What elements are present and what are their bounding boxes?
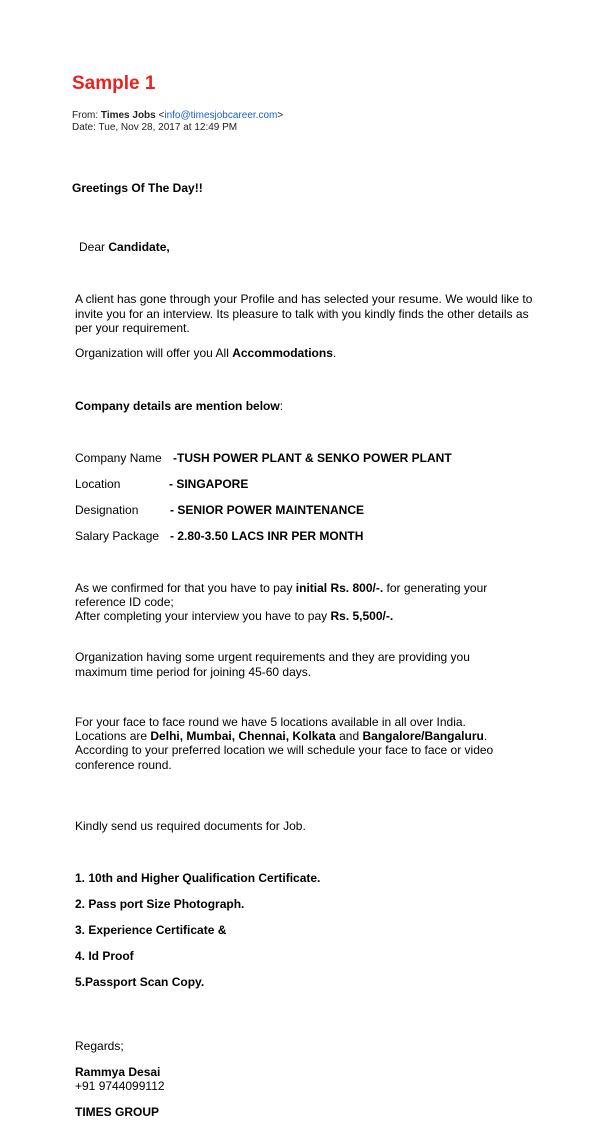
regards: Regards; xyxy=(75,1039,124,1053)
from-label: From: xyxy=(72,110,99,121)
document-item: 3. Experience Certificate & xyxy=(75,923,227,937)
company-heading-text: Company details are mention below xyxy=(75,399,280,413)
detail-value: -TUSH POWER PLANT & SENKO POWER PLANT xyxy=(173,451,452,465)
document-item: 4. Id Proof xyxy=(75,949,134,963)
detail-label: Salary Package xyxy=(75,529,160,543)
payment-line-2: reference ID code; xyxy=(75,595,174,609)
payment-line-1 xyxy=(75,581,487,595)
sample-title: Sample 1 xyxy=(72,73,156,94)
signature-company: TIMES GROUP xyxy=(75,1105,160,1119)
locations-cities: Delhi, Mumbai, Chennai, Kolkata xyxy=(150,729,336,743)
date-label: Date: xyxy=(72,122,96,133)
payment-after-prefix: After completing your interview you have to pay xyxy=(75,609,328,623)
payment-initial-amount: initial Rs. 800/-. xyxy=(295,581,384,595)
locations-and: and xyxy=(339,729,360,743)
company-heading-colon: : xyxy=(279,399,284,413)
documents-intro: Kindly send us required documents for Job. xyxy=(75,819,306,833)
document-item: 1. 10th and Higher Qualification Certificate. xyxy=(75,871,321,885)
from-name: Times Jobs xyxy=(100,110,156,121)
locations-line-3: According to your preferred location we will schedule your face to face or video conference round. xyxy=(75,743,494,772)
payment-suffix: for generating your xyxy=(386,581,488,595)
offer-line xyxy=(75,346,336,360)
salutation-name: Candidate, xyxy=(108,240,170,254)
locations-period: . xyxy=(483,729,488,743)
offer-prefix: Organization will offer you All xyxy=(75,346,229,360)
detail-value: - SENIOR POWER MAINTENANCE xyxy=(170,503,365,517)
urgent-paragraph: Organization having some urgent requirements and they are providing you maximum time period for joining 45-60 days. xyxy=(75,650,470,679)
payment-line-3 xyxy=(75,609,393,623)
payment-final-amount: Rs. 5,500/-. xyxy=(330,609,394,623)
signature-phone: +91 9744099112 xyxy=(75,1079,165,1093)
locations-line-1: For your face to face round we have 5 locations available in all over India. xyxy=(75,715,466,729)
offer-accommodations: Accommodations xyxy=(232,346,333,360)
detail-label: Designation xyxy=(75,503,139,517)
intro-paragraph: A client has gone through your Profile and has selected your resume. We would like to invite you for an interview. Its pleasure to talk with you kindly finds the other details as per your requirement. xyxy=(75,292,533,335)
detail-value: - 2.80-3.50 LACS INR PER MONTH xyxy=(170,529,364,543)
salutation-prefix: Dear xyxy=(79,240,106,254)
from-email-link[interactable]: info@timesjobcareer.com xyxy=(164,110,278,121)
signature-name: Rammya Desai xyxy=(75,1065,161,1079)
greeting: Greetings Of The Day!! xyxy=(72,181,203,195)
document-item: 5.Passport Scan Copy. xyxy=(75,975,205,989)
date-line xyxy=(72,122,237,133)
locations-bangalore: Bangalore/Bangaluru xyxy=(362,729,484,743)
detail-label: Location xyxy=(75,477,121,491)
salutation xyxy=(79,240,170,254)
locations-line-2 xyxy=(75,729,487,743)
payment-prefix: As we confirmed for that you have to pay xyxy=(75,581,293,595)
locations-prefix: Locations are xyxy=(75,729,148,743)
date-value: Tue, Nov 28, 2017 at 12:49 PM xyxy=(98,122,238,133)
from-line: From: Times Jobs <info@timesjobcareer.com> xyxy=(72,110,284,121)
document-item: 2. Pass port Size Photograph. xyxy=(75,897,245,911)
detail-label: Company Name xyxy=(75,451,162,465)
company-heading xyxy=(75,399,283,413)
offer-suffix: . xyxy=(332,346,337,360)
detail-value: - SINGAPORE xyxy=(169,477,249,491)
